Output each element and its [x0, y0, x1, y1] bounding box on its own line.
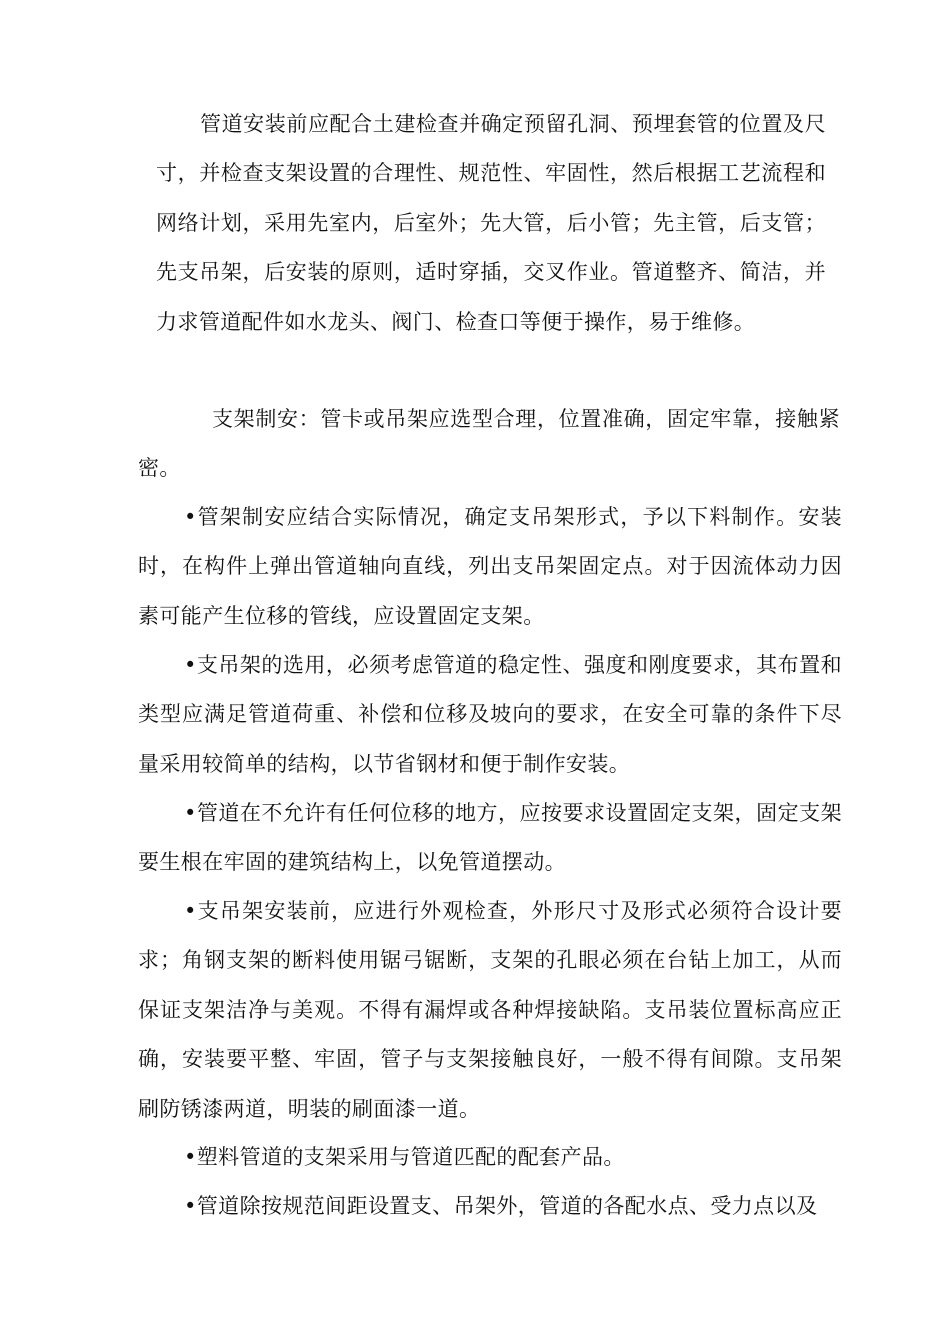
paragraph-support-fabrication: 支架制安：管卡或吊架应选型合理，位置准确，固定牢靠，接触紧密。: [138, 407, 840, 481]
paragraph-bullet-support-inspection: •支吊架安装前，应进行外观检查，外形尺寸及形式必须符合设计要求；角钢支架的断料使用锯弓锯断，支架的孔眼必须在台钻上加工，从而保证支架洁净与美观。不得有漏焊或各种焊接缺陷。支吊装位置标高应正确，安装要平整、牢固，管子与支架接触良好，一般不得有间隙。支吊架刷防锈漆两道，明装的刷面漆一道。: [138, 899, 842, 1121]
paragraph-bullet-support-form: •管架制安应结合实际情况，确定支吊架形式，予以下料制作。安装时，在构件上弹出管道轴向直线，列出支吊架固定点。对于因流体动力因素可能产生位移的管线，应设置固定支架。: [138, 505, 842, 628]
paragraph-bullet-plastic-pipe: •塑料管道的支架采用与管道匹配的配套产品。: [184, 1145, 625, 1169]
paragraph-bullet-spacing: •管道除按规范间距设置支、吊架外，管道的各配水点、受力点以及: [184, 1194, 818, 1218]
paragraph-bullet-support-selection: •支吊架的选用，必须考虑管道的稳定性、强度和刚度要求，其布置和类型应满足管道荷重、补偿和位移及坡向的要求，在安全可靠的条件下尽量采用较简单的结构，以节省钢材和便于制作安装。: [138, 653, 842, 776]
paragraph-pipe-installation: 管道安装前应配合土建检查并确定预留孔洞、预埋套管的位置及尺寸，并检查支架设置的合理性、规范性、牢固性，然后根据工艺流程和网络计划，采用先室内，后室外；先大管，后小管；先主管，后支管；先支吊架，后安装的原则，适时穿插，交叉作业。管道整齐、简洁，并力求管道配件如水龙头、阀门、检查口等便于操作，易于维修。: [156, 112, 826, 334]
paragraph-bullet-fixed-support: •管道在不允许有任何位移的地方，应按要求设置固定支架，固定支架要生根在牢固的建筑结构上，以免管道摆动。: [138, 801, 842, 875]
